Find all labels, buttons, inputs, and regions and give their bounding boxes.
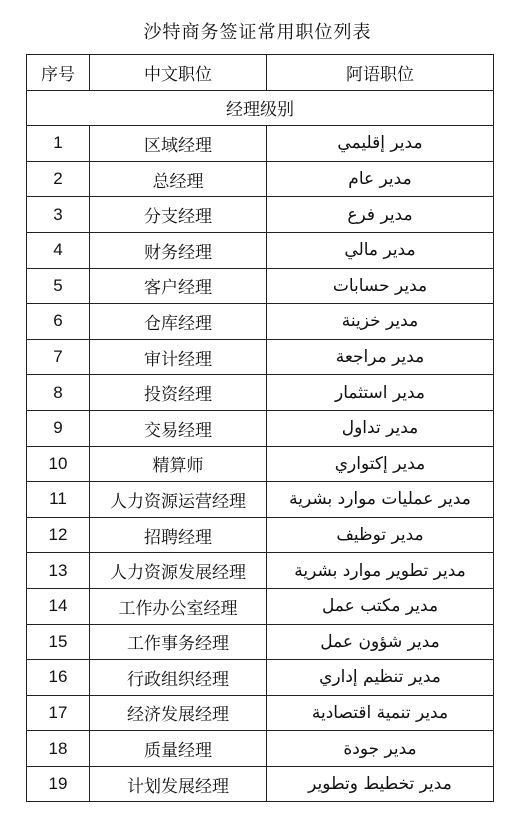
table-row — [27, 375, 494, 411]
row-number: 15 — [27, 624, 90, 660]
arabic-job-title: مدير حسابات — [267, 268, 494, 304]
arabic-job-title: مدير شؤون عمل — [267, 624, 494, 660]
row-number: 16 — [27, 660, 90, 696]
chinese-job-title: 计划发展经理 — [90, 766, 267, 802]
row-number: 18 — [27, 731, 90, 767]
table-row — [27, 660, 494, 696]
header-number: 序号 — [27, 55, 90, 91]
table-row — [27, 588, 494, 624]
arabic-job-title: مدير مراجعة — [267, 339, 494, 375]
arabic-job-title: مدير عام — [267, 161, 494, 197]
chinese-job-title: 财务经理 — [90, 232, 267, 268]
chinese-job-title: 总经理 — [90, 161, 267, 197]
table-row — [27, 482, 494, 518]
section-row — [27, 90, 494, 126]
row-number: 19 — [27, 766, 90, 802]
table-row — [27, 517, 494, 553]
arabic-job-title: مدير خزينة — [267, 304, 494, 340]
row-number: 6 — [27, 304, 90, 340]
row-number: 5 — [27, 268, 90, 304]
table-row — [27, 766, 494, 802]
chinese-job-title: 人力资源运营经理 — [90, 482, 267, 518]
row-number: 7 — [27, 339, 90, 375]
row-number: 4 — [27, 232, 90, 268]
page-title: 沙特商务签证常用职位列表 — [143, 22, 372, 43]
row-number: 14 — [27, 588, 90, 624]
chinese-job-title: 工作事务经理 — [90, 624, 267, 660]
row-number: 3 — [27, 197, 90, 233]
table-row — [27, 304, 494, 340]
chinese-job-title: 投资经理 — [90, 375, 267, 411]
arabic-job-title: مدير إقليمي — [267, 126, 494, 162]
chinese-job-title: 分支经理 — [90, 197, 267, 233]
arabic-job-title: مدير تداول — [267, 410, 494, 446]
table-row — [27, 446, 494, 482]
table-row — [27, 695, 494, 731]
table-row — [27, 197, 494, 233]
row-number: 13 — [27, 553, 90, 589]
row-number: 2 — [27, 161, 90, 197]
arabic-job-title: مدير توظيف — [267, 517, 494, 553]
chinese-job-title: 质量经理 — [90, 731, 267, 767]
arabic-job-title: مدير تنظيم إداري — [267, 660, 494, 696]
table-row — [27, 126, 494, 162]
table-row — [27, 232, 494, 268]
chinese-job-title: 精算师 — [90, 446, 267, 482]
table-row — [27, 268, 494, 304]
table-row — [27, 161, 494, 197]
section-label: 经理级别 — [27, 90, 494, 126]
table-row — [27, 410, 494, 446]
chinese-job-title: 招聘经理 — [90, 517, 267, 553]
arabic-job-title: مدير جودة — [267, 731, 494, 767]
table-body — [27, 90, 494, 802]
job-title-table — [26, 54, 494, 802]
row-number: 10 — [27, 446, 90, 482]
table-header-row — [27, 55, 494, 91]
row-number: 9 — [27, 410, 90, 446]
chinese-job-title: 区域经理 — [90, 126, 267, 162]
row-number: 17 — [27, 695, 90, 731]
header-chinese-title: 中文职位 — [90, 55, 267, 91]
chinese-job-title: 审计经理 — [90, 339, 267, 375]
table-row — [27, 624, 494, 660]
arabic-job-title: مدير مكتب عمل — [267, 588, 494, 624]
arabic-job-title: مدير تخطيط وتطوير — [267, 766, 494, 802]
chinese-job-title: 经济发展经理 — [90, 695, 267, 731]
chinese-job-title: 人力资源发展经理 — [90, 553, 267, 589]
arabic-job-title: مدير تنمية اقتصادية — [267, 695, 494, 731]
arabic-job-title: مدير استثمار — [267, 375, 494, 411]
arabic-job-title: مدير مالي — [267, 232, 494, 268]
arabic-job-title: مدير عمليات موارد بشرية — [267, 482, 494, 518]
chinese-job-title: 客户经理 — [90, 268, 267, 304]
arabic-job-title: مدير فرع — [267, 197, 494, 233]
row-number: 1 — [27, 126, 90, 162]
chinese-job-title: 工作办公室经理 — [90, 588, 267, 624]
header-arabic-title: 阿语职位 — [267, 55, 494, 91]
arabic-job-title: مدير إكتواري — [267, 446, 494, 482]
table-row — [27, 339, 494, 375]
row-number: 8 — [27, 375, 90, 411]
table-row — [27, 553, 494, 589]
row-number: 11 — [27, 482, 90, 518]
chinese-job-title: 仓库经理 — [90, 304, 267, 340]
table-row — [27, 731, 494, 767]
chinese-job-title: 行政组织经理 — [90, 660, 267, 696]
arabic-job-title: مدير تطوير موارد بشرية — [267, 553, 494, 589]
chinese-job-title: 交易经理 — [90, 410, 267, 446]
row-number: 12 — [27, 517, 90, 553]
